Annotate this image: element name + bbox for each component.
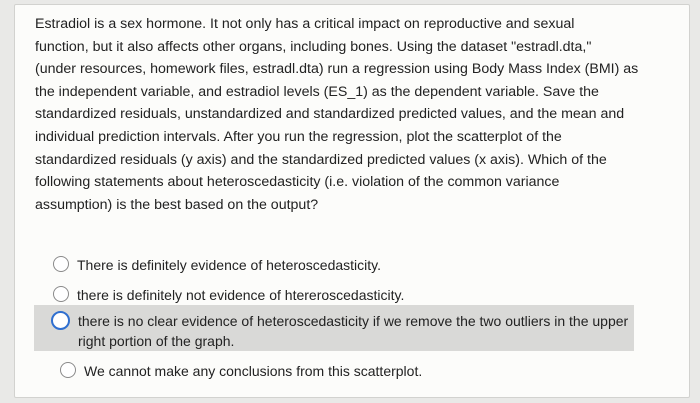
choice-1[interactable] xyxy=(53,255,381,275)
choice-3[interactable] xyxy=(51,311,628,351)
choice-2-label: there is definitely not evidence of htereroscedasticity. xyxy=(77,287,405,303)
question-text: Estradiol is a sex hormone. It not only has a critical impact on reproductive and sexual function, but it also affects other organs, including bones. Using the dataset "estradl.dta," (under resources, homework files, estradl.dta) run a regression using Body Mass Index (BMI) as the independent variable, and estradiol levels (ES_1) as the dependent variable. Save the standardized residuals, unstandardized and standardized predicted values, and the mean and individual prediction intervals. After you run the regression, plot the scatterplot of the standardized residuals (y axis) and the standardized predicted values (x axis). Which of the following statements about heteroscedasticity (i.e. violation of the common variance assumption) is the best based on the output? xyxy=(35,16,639,213)
radio-button-1[interactable] xyxy=(53,256,69,272)
choice-1-label: There is definitely evidence of heteroscedasticity. xyxy=(77,257,382,273)
radio-button-3[interactable] xyxy=(51,311,70,330)
choice-4[interactable] xyxy=(60,361,422,381)
radio-button-4[interactable] xyxy=(60,362,76,378)
choice-3-label: there is no clear evidence of heteroscedasticity if we remove the two outliers in the upper right portion of the graph. xyxy=(78,313,629,349)
radio-button-2[interactable] xyxy=(53,286,69,302)
choice-4-label: We cannot make any conclusions from this scatterplot. xyxy=(84,363,423,379)
choice-2[interactable] xyxy=(53,285,404,305)
